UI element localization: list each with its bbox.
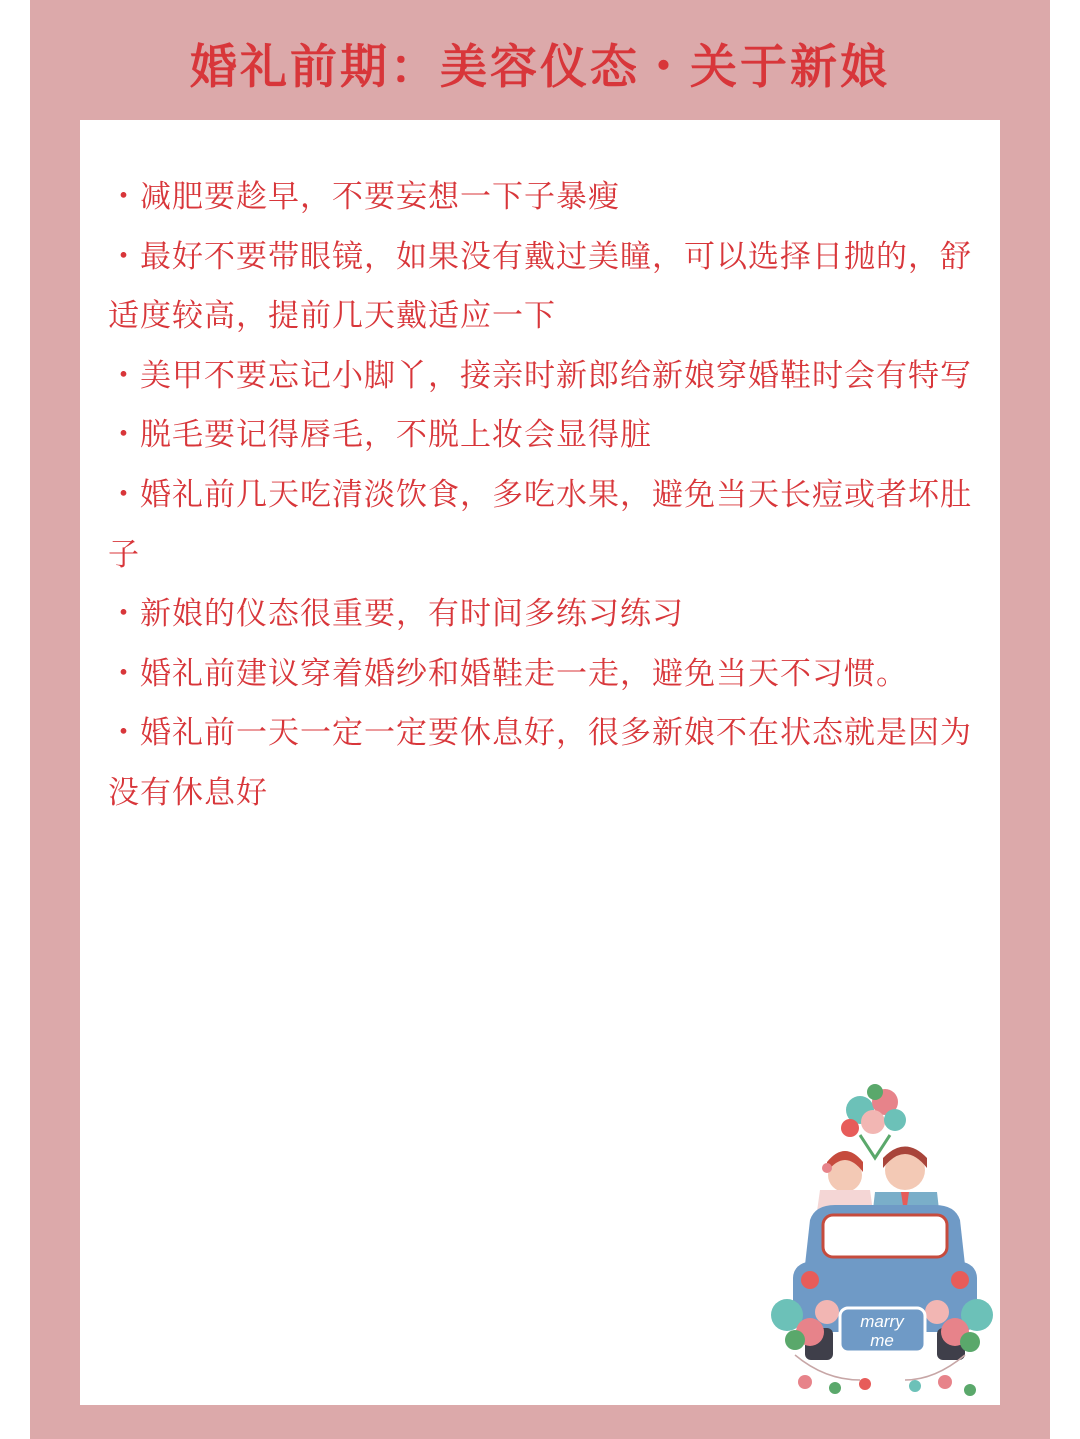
tip-item: ・脱毛要记得唇毛，不脱上妆会显得脏	[108, 417, 652, 454]
top-bouquet	[841, 1084, 906, 1158]
trailing-decorations	[795, 1355, 976, 1396]
tip-item: ・婚礼前一天一定一定要休息好，很多新娘不在状态就是因为没有休息好	[108, 715, 972, 811]
tip-item: ・新娘的仪态很重要，有时间多练习练习	[108, 596, 684, 633]
plate-text-marry: marry	[860, 1312, 904, 1331]
tip-item: ・最好不要带眼镜，如果没有戴过美瞳，可以选择日抛的，舒适度较高，提前几天戴适应一下	[108, 238, 972, 335]
tip-item: ・婚礼前建议穿着婚纱和婚鞋走一走，避免当天不习惯。	[108, 655, 908, 692]
tips-list	[108, 168, 988, 824]
tip-item: ・美甲不要忘记小脚丫，接亲时新郎给新娘穿婚鞋时会有特写	[108, 357, 972, 394]
tip-item: ・减肥要趁早，不要妄想一下子暴瘦	[108, 179, 620, 215]
tip-item: ・婚礼前几天吃清淡饮食，多吃水果，避免当天长痘或者坏肚子	[108, 476, 972, 573]
wedding-car-illustration	[765, 1080, 1000, 1400]
page-title: 婚礼前期：美容仪态・关于新娘	[190, 40, 890, 95]
marry-me-plate	[840, 1308, 925, 1352]
plate-text-me: me	[870, 1331, 894, 1350]
